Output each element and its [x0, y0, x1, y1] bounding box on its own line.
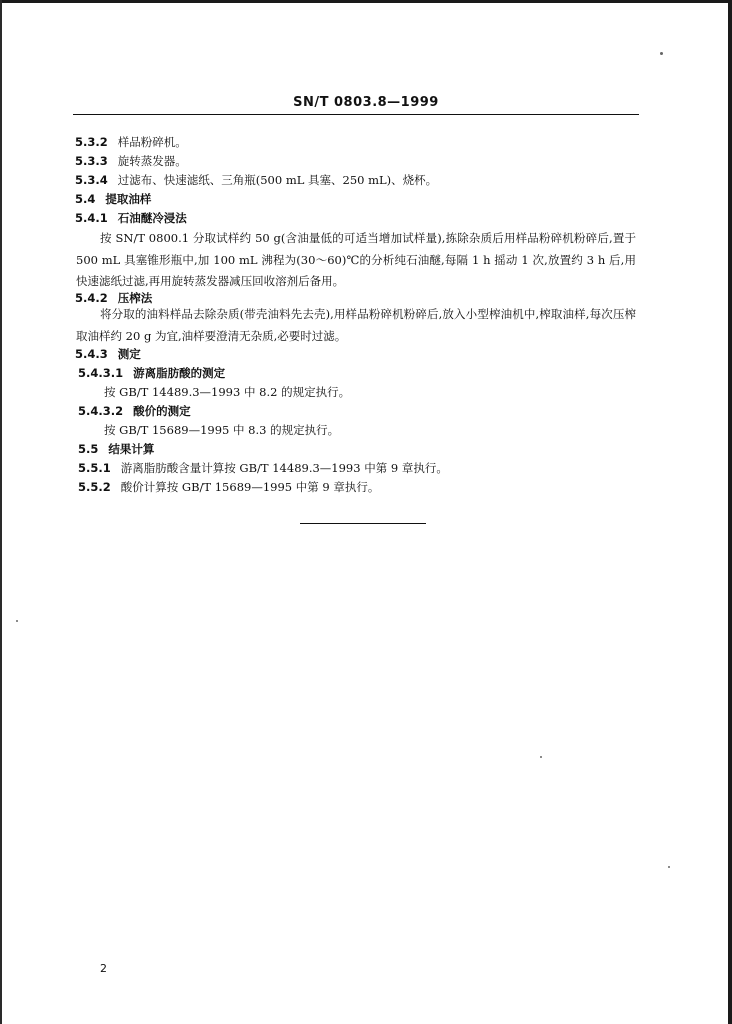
clause-title: 测定 [117, 347, 141, 361]
clause-text: 游离脂肪酸含量计算按 GB/T 14489.3—1993 中第 9 章执行。 [120, 461, 448, 475]
scan-speck [16, 620, 18, 622]
scan-speck [660, 52, 663, 55]
clause-number: 5.4.2 [75, 291, 108, 305]
clause-5-5 [78, 440, 642, 459]
clause-number: 5.5.1 [78, 461, 111, 475]
clause-5-5-1 [78, 459, 642, 478]
clause-number: 5.3.3 [75, 154, 108, 168]
clause-number: 5.5.2 [78, 480, 111, 494]
end-of-standard-rule [300, 523, 426, 524]
scan-border-top [0, 0, 732, 3]
clause-5-4 [75, 190, 642, 209]
clause-title: 压榨法 [117, 291, 153, 305]
header-rule [73, 114, 639, 115]
clause-text: 样品粉碎机。 [117, 135, 187, 149]
clause-number: 5.4.3.1 [78, 366, 124, 380]
clause-5-4-1 [75, 209, 642, 228]
clause-5-4-3-1-text: 按 GB/T 14489.3—1993 中 8.2 的规定执行。 [104, 385, 351, 399]
clause-5-3-4 [75, 171, 642, 190]
clause-text: 旋转蒸发器。 [117, 154, 187, 168]
clause-5-3-3 [75, 152, 642, 171]
clause-title: 结果计算 [108, 442, 155, 456]
clause-number: 5.4 [75, 192, 96, 206]
scan-speck [668, 866, 670, 868]
clause-number: 5.3.2 [75, 135, 108, 149]
clause-number: 5.4.3.2 [78, 404, 124, 418]
clause-title: 石油醚冷浸法 [117, 211, 187, 225]
clause-text: 过滤布、快速滤纸、三角瓶(500 mL 具塞、250 mL)、烧杯。 [117, 173, 438, 187]
clause-title: 游离脂肪酸的测定 [133, 366, 226, 380]
clause-title: 酸价的测定 [133, 404, 191, 418]
standard-number-header: SN/T 0803.8—1999 [293, 95, 439, 110]
clause-number: 5.4.3 [75, 347, 108, 361]
clause-5-4-3-2-text: 按 GB/T 15689—1995 中 8.3 的规定执行。 [104, 423, 340, 437]
clause-5-4-3-1 [78, 364, 642, 383]
scan-border-left [0, 0, 2, 1024]
paragraph-5-4-1: 按 SN/T 0800.1 分取试样约 50 g(含油量低的可适当增加试样量),拣除杂质后用样品粉碎机粉碎后,置于 500 mL 具塞锥形瓶中,加 100 mL 沸程为(30～60)℃的分析纯石油醚,每隔 1 h 摇动 1 次,放置约 3 h 后,用快速滤纸过滤,再用旋转蒸发器减压回收溶剂后备用。 [76, 231, 636, 288]
clause-5-4-3 [75, 345, 642, 364]
page-number: 2 [100, 962, 107, 975]
clause-number: 5.4.1 [75, 211, 108, 225]
clause-number: 5.3.4 [75, 173, 108, 187]
scan-speck [540, 756, 542, 758]
clause-5-5-2 [78, 478, 642, 497]
clause-title: 提取油样 [105, 192, 152, 206]
clause-5-4-3-2 [78, 402, 642, 421]
paragraph-5-4-2: 将分取的油料样品去除杂质(带壳油料先去壳),用样品粉碎机粉碎后,放入小型榨油机中,榨取油样,每次压榨取油样约 20 g 为宜,油样要澄清无杂质,必要时过滤。 [76, 307, 636, 343]
clause-text: 酸价计算按 GB/T 15689—1995 中第 9 章执行。 [120, 480, 380, 494]
clause-number: 5.5 [78, 442, 99, 456]
scan-border-right [728, 0, 732, 1024]
clause-5-3-2 [75, 133, 642, 152]
